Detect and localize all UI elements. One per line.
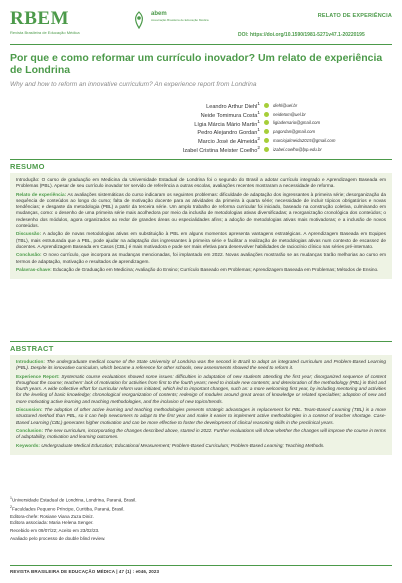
author-name: Marcio José de Almeida$^2$ [198,136,260,146]
author-email[interactable]: marciojalmeida2015@gmail.com [273,138,336,144]
journal-header [10,8,392,42]
orcid-icon[interactable] [264,120,269,125]
abstract-paragraph: Discussion: The adoption of other active learning and teaching methodologies presents strategic advantages in replacement for PBL. Team-Based Learning (TBL) is a more structured method than PBL, so it can help newcomers to adapt to the first year and make it easier to implement active methodologies in a context of teacher shortage. Case-Based Learning (CBL) generates higher motivation and can be more effective to foster the development of clinical reasoning skills in the preclinical years. [16,407,386,425]
orcid-icon[interactable] [264,103,269,108]
doi-link[interactable]: DOI: https://doi.org/10.1590/1981-5271v47.1-20220195 [238,32,365,38]
author-entry [160,136,392,145]
article-subtitle: Why and how to reform an innovative curriculum? An experience report from Londrina [10,81,257,88]
resumo-heading: RESUMO [10,162,45,171]
abstract-heading: ABSTRACT [10,344,54,353]
abstract-paragraph: Introduction: The undergraduate medical course of the State University of Londrina was the second in Brazil to adopt an integrated curriculum and Problem-Based Learning (PBL). Despite its innovative curriculum, which became a reference for other schools, new assessments showed the need to reform it. [16,359,386,371]
author-name: Neide Tomimura Costa$^1$ [200,109,260,119]
orcid-icon[interactable] [264,112,269,117]
resumo-paragraph: Introdução: O curso de graduação em Medicina da Universidade Estadual de Londrina foi o segundo do Brasil a adotar currículo integrado e Aprendizagem Baseada em Problemas (PBL). Apesar de seu currículo inovador ter servido de referência a outras escolas, avaliações recentes mostraram a necessidade de reforma. [16,177,386,189]
orcid-icon[interactable] [264,129,269,134]
resumo-paragraph: Conclusão: O novo currículo, que incorpora as mudanças mencionadas, foi implantado em 2022. Novas avaliações mostrarão se as mudanças trarão melhorias ao curso em termos de adaptação, motivação e resultados de aprendizagem. [16,252,386,264]
author-entry [160,110,392,119]
author-email[interactable]: ligiademario@gmail.com [273,120,321,126]
article-notes [10,495,392,542]
resumo-keywords: Palavras-chave: Educação de Graduação em Medicina; Avaliação do Ensino; Currículo Baseado em Problemas; Aprendizagem Baseada em Problemas; Métodos de Ensino. [16,266,379,272]
author-name: Leandro Arthur Diehl$^1$ [206,100,260,110]
abem-logo-icon [129,10,149,30]
orcid-icon[interactable] [264,138,269,143]
resumo-body [10,173,392,279]
editor-associate: Editora associada: Maria Helena Senger. [10,520,94,526]
author-email[interactable]: diehl@uel.br [273,102,298,108]
abstract-paragraph: Experience Report: Systematic course evaluations showed some issues: difficulties in adaptation of new students attending the first year; disorganized sequence of content throughout the course; teachers' lack of motivation for activities from first to the fourth years; need to include new contents; and deterioration of the methodology (PBL) in third and fourth years. A wide collective effort for curricular reform was initiated, which led to important changes, such as: a more welcoming first year, by including mentoring and activities for the leveling of basic knowledge; chronological reorganization of contents; redesign of modules around great areas of knowledge or related specialties; adoption of new and more motivating active learning and teaching methodologies, and the inclusion of new topics/trends. [16,373,386,404]
author-entry [160,101,392,110]
orcid-icon[interactable] [264,147,269,152]
resumo-section [10,159,392,279]
abstract-section [10,341,392,455]
header-divider [10,44,392,45]
author-name: Izabel Cristina Meister Coelho$^2$ [182,144,260,154]
author-email[interactable]: pagordan@gmail.com [273,129,316,135]
author-entry [160,127,392,136]
editor-chief: Editora-chefe: Rosiane Viana Zuza Diniz. [10,514,94,520]
resumo-paragraph: Discussão: A adoção de novas metodologias ativas em substituição à PBL em alguns momentos apresenta vantagens estratégicas. A Aprendizagem Baseada em Equipes (TBL), mais estruturada que a PBL, pode ajudar na adaptação dos ingressantes à primeira série e facilitar a realização de metodologias ativas num contexto de escassez de docentes. A Aprendizagem Baseada em Casos (CBL) é mais motivadora e pode ser mais efetiva para desenvolver habilidades de raciocínio clínico nas séries pré-internato. [16,231,386,249]
author-name: Lígia Márcia Mário Martin$^1$ [194,118,260,128]
article-title: Por que e como reformar um currículo inovador? Um relato de experiência de Londrina [10,52,383,76]
author-entry [160,119,392,128]
article-section-tag: RELATO DE EXPERIÊNCIA [317,13,392,19]
author-email[interactable]: izabel.coelho@fpp.edu.br [273,146,322,152]
author-list [160,101,392,154]
author-entry [160,145,392,154]
abem-subtitle: Associação Brasileira de Educação Médica [151,18,209,22]
journal-footer: REVISTA BRASILEIRA DE EDUCAÇÃO MÉDICA | 47 (1) : e046, 2023 [10,565,392,574]
resumo-paragraph: Relato de experiência: As avaliações sistemáticas do curso indicaram os seguintes problemas: dificuldade de adaptação dos ingressantes à primeira série; desorganização da sequência de conteúdos ao longo do curso; falta de motivação docente para as atividades da primeira à quarta série; necessidade de incluir tópicos obrigatórios e novas tendências; e desgaste da metodologia (PBL) a partir da terceira série. Um amplo trabalho de reforma curricular foi iniciado, baseado na construção coletiva, culminando em mudanças, como: o desenho de uma primeira série mais acolhedora por meio da inclusão de metodologias ativas diversificadas; a reorganização cronológica dos conteúdos; o redesenho dos módulos, agora organizados ao redor de grandes áreas ou especialidades afins; a adoção de metodologias ativas mais motivadoras; e a inclusão de novos conteúdos. [16,191,386,229]
author-email[interactable]: neidetom@uel.br [273,111,306,117]
abstract-paragraph: Conclusion: The new curriculum, incorporating the changes described above, started in 2022. Further evaluations will show whether the changes will improve the course in terms of adaptability, motivation and learning outcomes. [16,427,386,440]
author-name: Pedro Alejandro Gordan$^1$ [197,127,260,137]
rbem-logo-subtitle: Revista Brasileira de Educação Médica [10,30,80,35]
rbem-logo: RBEM [10,8,69,29]
abstract-keywords: Keywords: Undergraduate Medical Education; Educational Measurement; Problem-Based Curriculum; Problem-Based Learning; Teaching Methods. [16,442,325,448]
affiliation-2: $^2$Faculdades Pequeno Príncipe, Curitiba, Paraná, Brasil. [10,504,125,512]
abstract-body [10,355,392,455]
received-date: Recebido em 09/07/22; Aceito em 23/02/23. [10,528,100,534]
review-note: Avaliado pelo processo de double blind review. [10,536,106,542]
abem-name: abem [151,11,167,17]
affiliation-1: $^1$Universidade Estadual de Londrina, Londrina, Paraná, Brasil. [10,496,137,503]
